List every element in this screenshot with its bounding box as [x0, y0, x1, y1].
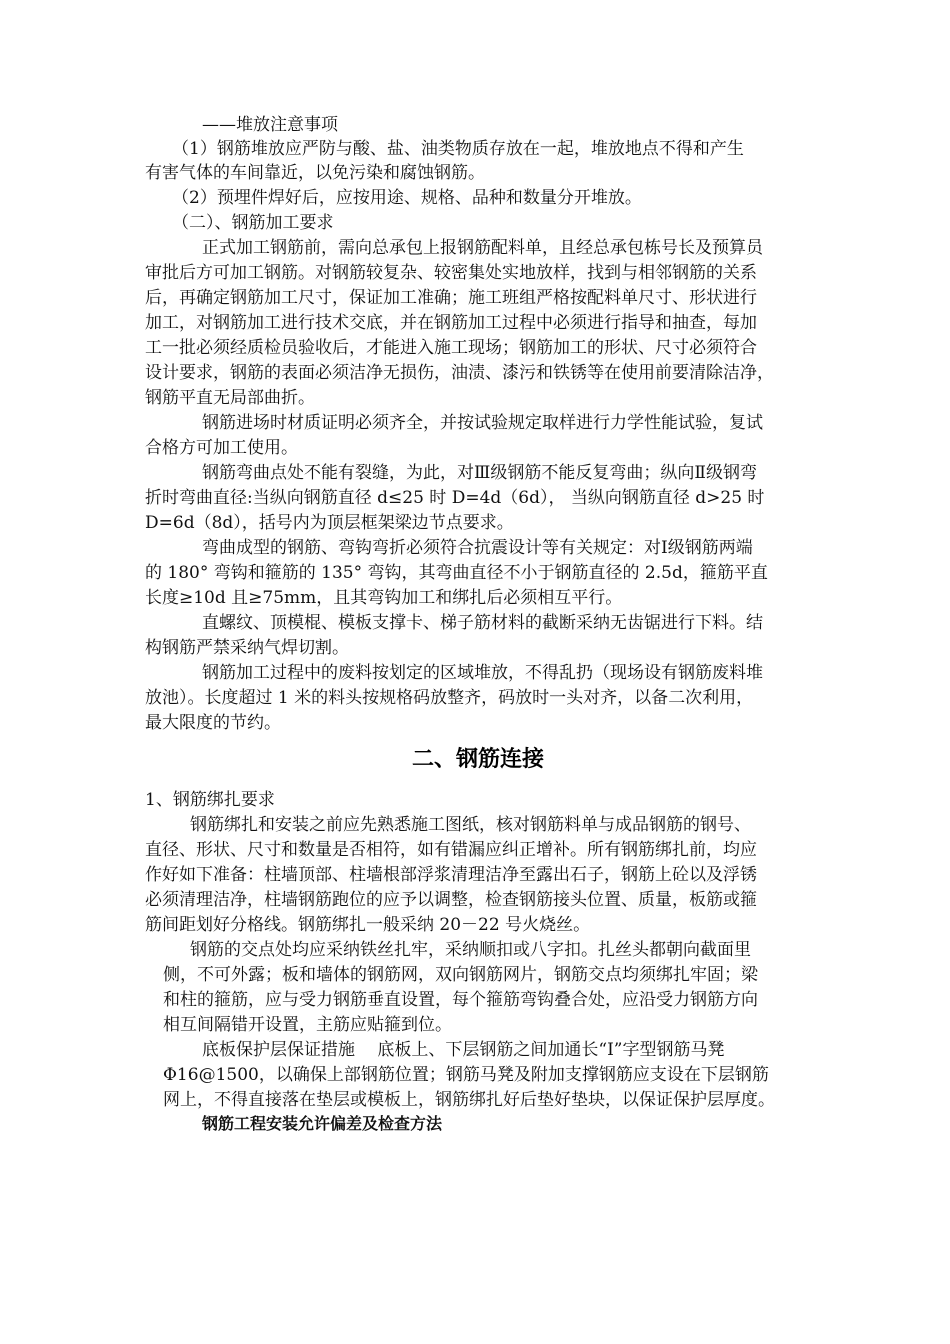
paragraph-line: 底板保护层保证措施 底板上、下层钢筋之间加通长“I”字型钢筋马凳 [202, 1040, 725, 1060]
paragraph-line: 钢筋加工过程中的废料按划定的区域堆放，不得乱扔（现场设有钢筋废料堆 [202, 663, 763, 683]
subsection-title: 1、钢筋绑扎要求 [145, 790, 275, 810]
paragraph-line: D=6d（8d），括号内为顶层框架梁边节点要求。 [145, 513, 514, 533]
paragraph-line: 侧，不可外露；板和墙体的钢筋网，双向钢筋网片，钢筋交点均须绑扎牢固；梁 [163, 965, 758, 985]
stacking-item2: （2）预埋件焊好后，应按用途、规格、品种和数量分开堆放。 [172, 188, 642, 208]
paragraph-line: 加工，对钢筋加工进行技术交底，并在钢筋加工过程中必须进行指导和抽查，每加 [145, 313, 757, 333]
paragraph-line: 放池）。长度超过 1 米的料头按规格码放整齐，码放时一头对齐，以备二次利用， [145, 688, 754, 708]
stacking-title: ——堆放注意事项 [202, 115, 338, 135]
paragraph-line: 设计要求，钢筋的表面必须洁净无损伤，油渍、漆污和铁锈等在使用前要清除洁净， [145, 363, 774, 383]
paragraph-line: 审批后方可加工钢筋。对钢筋较复杂、较密集处实地放样，找到与相邻钢筋的关系 [145, 263, 757, 283]
paragraph-line: 直螺纹、顶模棍、模板支撑卡、梯子筋材料的截断采纳无齿锯进行下料。结 [202, 613, 763, 633]
paragraph-line: 筋间距划好分格线。钢筋绑扎一般采纳 20－22 号火烧丝。 [145, 915, 591, 935]
paragraph-line: 钢筋绑扎和安装之前应先熟悉施工图纸，核对钢筋料单与成品钢筋的钢号、 [190, 815, 751, 835]
paragraph-line: 的 180° 弯钩和箍筋的 135° 弯钩，其弯曲直径不小于钢筋直径的 2.5d，箍筋平直 [145, 563, 768, 583]
paragraph-line: 弯曲成型的钢筋、弯钩弯折必须符合抗震设计等有关规定：对Ⅰ级钢筋两端 [202, 538, 753, 558]
paragraph-line: 必须清理洁净，柱墙钢筋跑位的应予以调整，检查钢筋接头位置、质量，板筋或箍 [145, 890, 757, 910]
paragraph-line: 折时弯曲直径:当纵向钢筋直径 d≤25 时 D=4d（6d）， 当纵向钢筋直径 d>25 时 [145, 488, 765, 508]
paragraph-line: 钢筋弯曲点处不能有裂缝，为此，对Ⅲ级钢筋不能反复弯曲；纵向Ⅱ级钢弯 [202, 463, 757, 483]
paragraph-line: 钢筋进场时材质证明必须齐全，并按试验规定取样进行力学性能试验，复试 [202, 413, 763, 433]
paragraph-line: 网上，不得直接落在垫层或模板上，钢筋绑扎好后垫好垫块，以保证保护层厚度。 [163, 1090, 775, 1110]
paragraph-line: Φ16@1500，以确保上部钢筋位置；钢筋马凳及附加支撑钢筋应支设在下层钢筋 [163, 1065, 769, 1085]
paragraph-line: 和柱的箍筋，应与受力钢筋垂直设置，每个箍筋弯钩叠合处，应沿受力钢筋方向 [163, 990, 758, 1010]
stacking-item1-line2: 有害气体的车间靠近，以免污染和腐蚀钢筋。 [145, 163, 485, 183]
paragraph-line: 最大限度的节约。 [145, 713, 281, 733]
paragraph-line: 作好如下准备：柱墙顶部、柱墙根部浮浆清理洁净至露出石子，钢筋上砼以及浮锈 [145, 865, 757, 885]
paragraph-line: 钢筋平直无局部曲折。 [145, 388, 315, 408]
paragraph-line: 钢筋的交点处均应采纳铁丝扎牢，采纳顺扣或八字扣。扎丝头都朝向截面里 [190, 940, 751, 960]
processing-title: （二）、钢筋加工要求 [172, 213, 334, 233]
paragraph-line: 长度≥10d 且≥75mm，且其弯钩加工和绑扎后必须相互平行。 [145, 588, 623, 608]
section-heading: 二、钢筋连接 [412, 747, 545, 772]
paragraph-line: 合格方可加工使用。 [145, 438, 298, 458]
paragraph-line: 后，再确定钢筋加工尺寸，保证加工准确；施工班组严格按配料单尺寸、形状进行 [145, 288, 757, 308]
paragraph-line: 相互间隔错开设置，主筋应贴箍到位。 [163, 1015, 452, 1035]
paragraph-line: 构钢筋严禁采纳气焊切割。 [145, 638, 349, 658]
stacking-item1-line1: （1）钢筋堆放应严防与酸、盐、油类物质存放在一起，堆放地点不得和产生 [172, 139, 744, 159]
table-title: 钢筋工程安装允许偏差及检查方法 [202, 1114, 443, 1133]
paragraph-line: 工一批必须经质检员验收后，才能进入施工现场；钢筋加工的形状、尺寸必须符合 [145, 338, 757, 358]
paragraph-line: 直径、形状、尺寸和数量是否相符，如有错漏应纠正增补。所有钢筋绑扎前，均应 [145, 840, 757, 860]
paragraph-line: 正式加工钢筋前，需向总承包上报钢筋配料单，且经总承包栋号长及预算员 [202, 238, 763, 258]
